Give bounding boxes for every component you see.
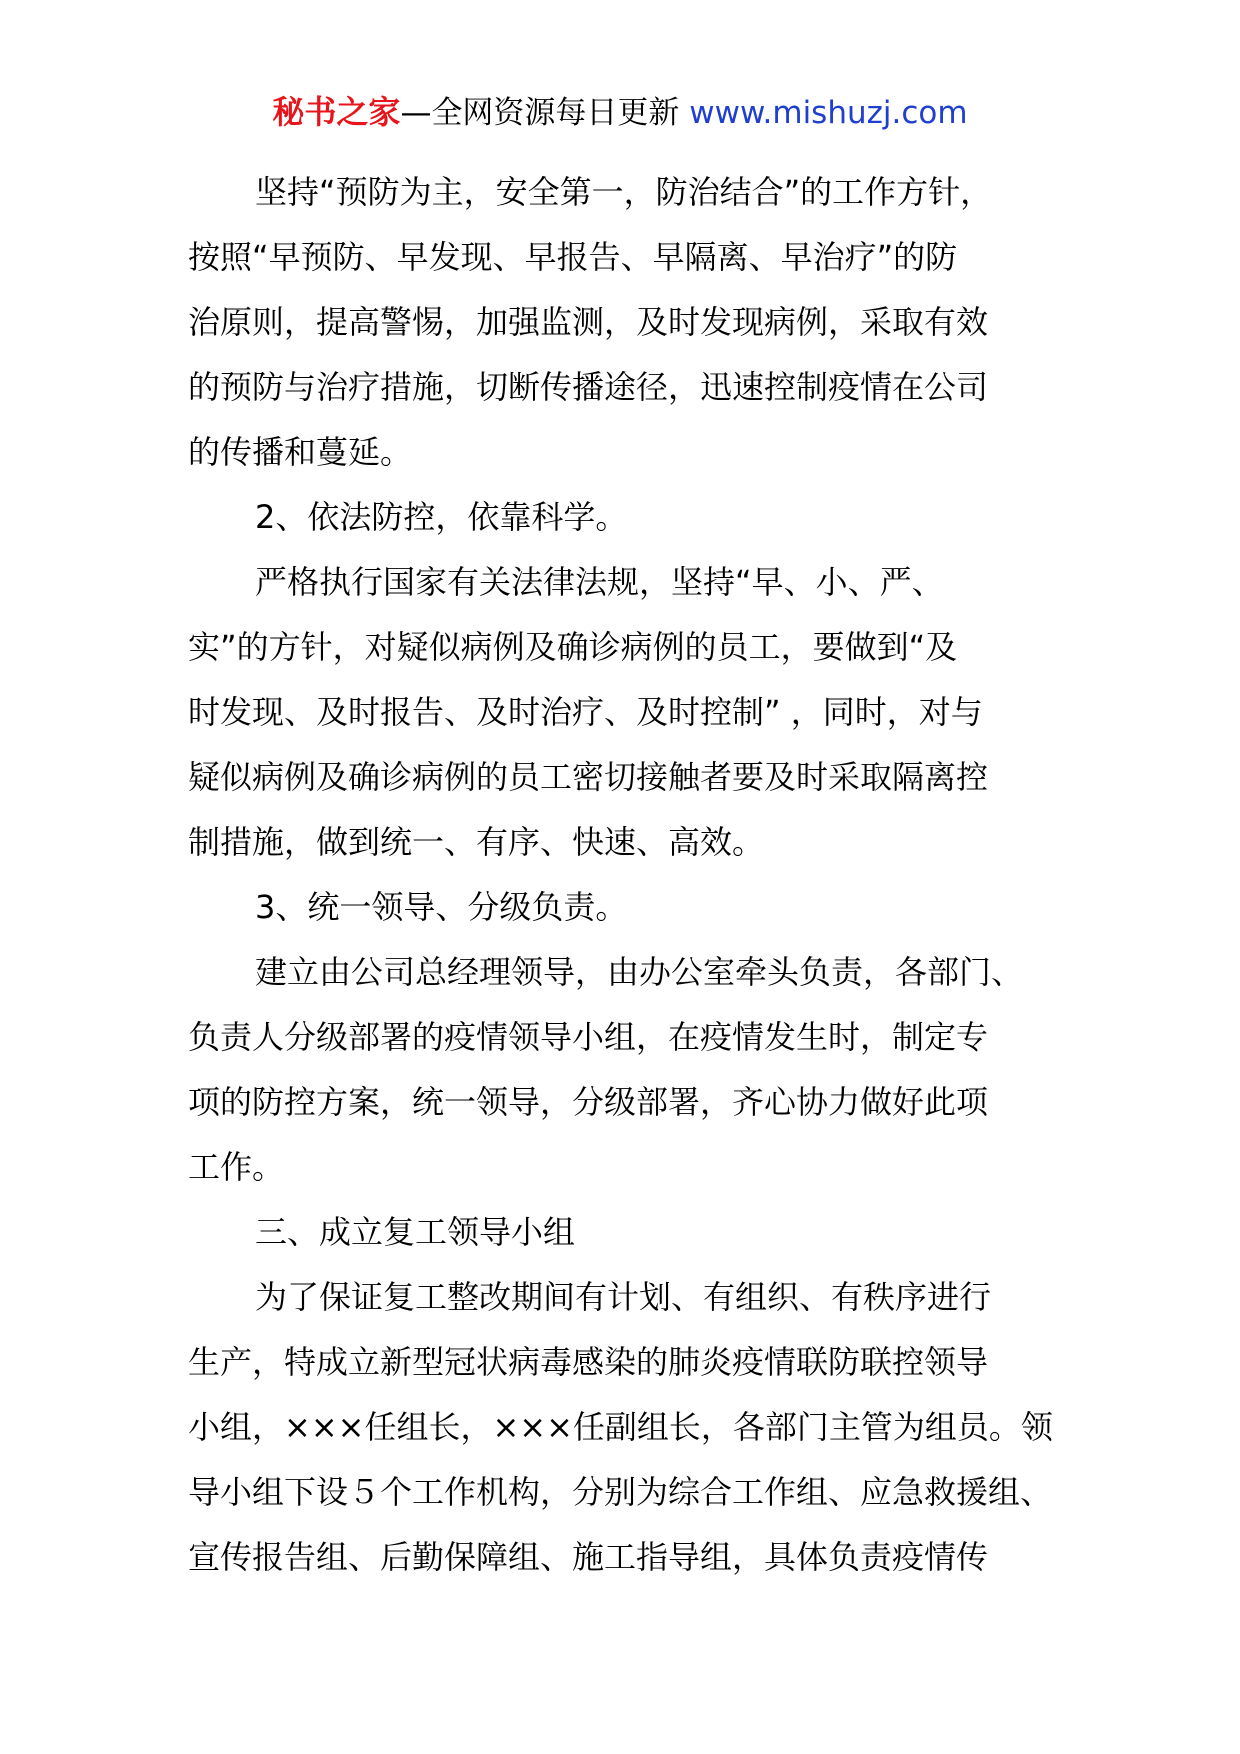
text-line: 生产，特成立新型冠状病毒感染的肺炎疫情联防联控领导 [188,1343,989,1381]
text-line: 为了保证复工整改期间有计划、有组织、有秩序进行 [255,1278,992,1316]
paragraph-leadership [188,940,1088,1200]
section-heading: 3、统一领导、分级负责。 [255,888,628,926]
text-line: 按照“早预防、早发现、早报告、早隔离、早治疗”的防 [188,238,958,276]
heading-section-three [188,1200,1088,1265]
text-line: 严格执行国家有关法律法规，坚持“早、小、严、 [255,563,944,601]
text-line: 治原则，提高警惕，加强监测，及时发现病例，采取有效 [188,303,989,341]
text-line: 项的防控方案，统一领导，分级部署，齐心协力做好此项 [188,1083,989,1121]
text-line: 制措施，做到统一、有序、快速、高效。 [188,823,765,861]
site-url-link[interactable]: www.mishuzj.com [689,95,968,131]
text-line: 负责人分级部署的疫情领导小组，在疫情发生时，制定专 [188,1018,989,1056]
section-heading: 三、成立复工领导小组 [255,1213,576,1251]
text-line: 时发现、及时报告、及时治疗、及时控制” ，同时，对与 [188,693,983,731]
site-header-banner [0,92,1240,133]
heading-2 [188,485,1088,550]
text-line: 导小组下设５个工作机构，分别为综合工作组、应急救援组、 [188,1473,1053,1511]
text-line: 小组，×××任组长，×××任副组长，各部门主管为组员。领 [188,1408,1053,1446]
text-line: 坚持“预防为主，安全第一，防治结合”的工作方针， [255,173,993,211]
paragraph-law [188,550,1088,875]
text-line: 的传播和蔓延。 [188,433,413,471]
section-heading: 2、依法防控，依靠科学。 [255,498,628,536]
document-body [188,160,1088,1590]
text-line: 工作。 [188,1148,285,1186]
paragraph-group [188,1265,1088,1590]
text-line: 宣传报告组、后勤保障组、施工指导组，具体负责疫情传 [188,1538,989,1576]
site-slogan: —全网资源每日更新 [400,95,680,131]
text-line: 的预防与治疗措施，切断传播途径，迅速控制疫情在公司 [188,368,989,406]
text-line: 疑似病例及确诊病例的员工密切接触者要及时采取隔离控 [188,758,989,796]
site-brand: 秘书之家 [272,93,401,131]
heading-3 [188,875,1088,940]
text-line: 实”的方针，对疑似病例及确诊病例的员工，要做到“及 [188,628,958,666]
paragraph-policy [188,160,1088,485]
text-line: 建立由公司总经理领导，由办公室牵头负责，各部门、 [255,953,1024,991]
